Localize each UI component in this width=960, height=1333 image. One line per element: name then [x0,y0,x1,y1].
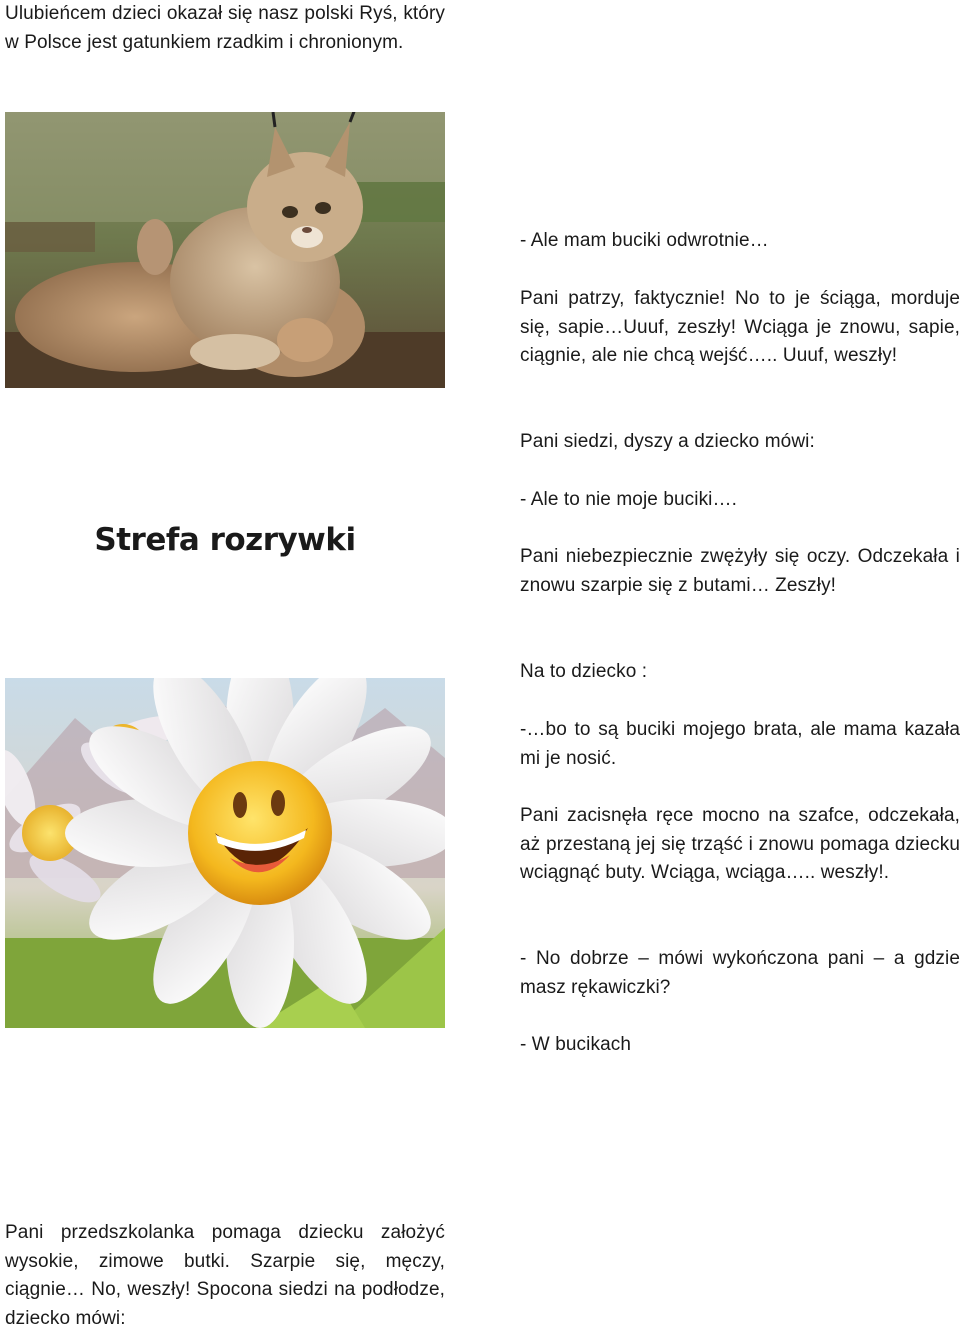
lynx-kittens-photo [5,112,445,388]
story-paragraph: - No dobrze – mówi wykończona pani – a gdzie masz rękawiczki? [520,948,960,998]
story-paragraph: Pani patrzy, faktycznie! No to je ściąga, morduje się, sapie…Uuuf, zeszły! Wciąga je znowu, sapie, ciągnie, ale nie chcą wejść….. Uuuf, weszły! [520,288,960,367]
story-paragraph: Na to dziecko : [520,661,648,682]
smiling-daisy-image [5,678,445,1028]
story-start-paragraph: Pani przedszkolanka pomaga dziecku założyć wysokie, zimowe butki. Szarpie się, męczy, ciągnie… No, weszły! Spocona siedzi na podłodze, dziecko mówi: [5,1222,445,1329]
intro-paragraph: Ulubieńcem dzieci okazał się nasz polski Ryś, który w Polsce jest gatunkiem rzadkim i chronionym. [5,3,445,53]
story-paragraph: - Ale to nie moje buciki…. [520,489,737,510]
story-paragraph: Pani niebezpiecznie zwężyły się oczy. Odczekała i znowu szarpie się z butami… Zeszły! [520,546,960,596]
section-heading: Strefa rozrywki [94,522,356,558]
story-paragraph: -…bo to są buciki mojego brata, ale mama kazała mi je nosić. [520,719,960,769]
story-paragraph: - W bucikach [520,1034,632,1055]
story-paragraph: - Ale mam buciki odwrotnie… [520,230,769,251]
story-paragraph: Pani siedzi, dyszy a dziecko mówi: [520,431,815,452]
story-paragraph: Pani zacisnęła ręce mocno na szafce, odczekała, aż przestaną jej się trząść i znowu pomaga dziecku wciągnąć buty. Wciąga, wciąga….. weszły!. [520,805,960,884]
